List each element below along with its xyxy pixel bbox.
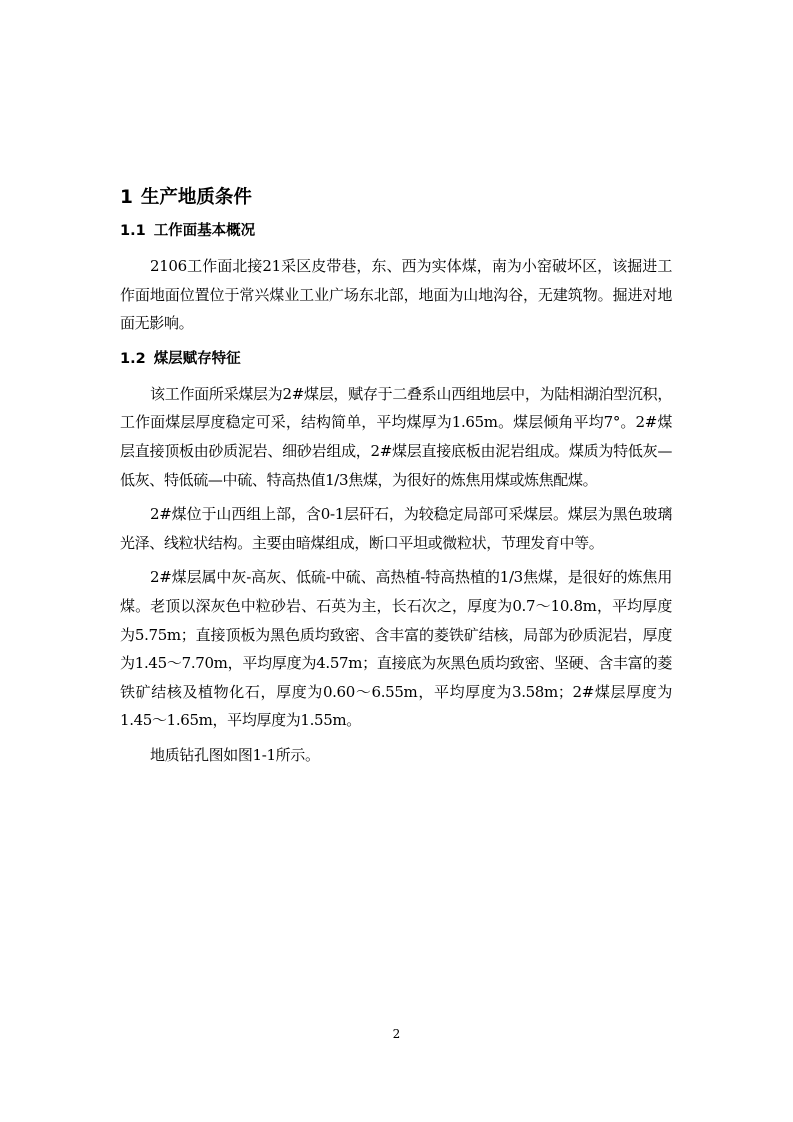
subsection-title: 煤层赋存特征 bbox=[153, 350, 241, 367]
subsection-number: 1.2 bbox=[120, 350, 146, 367]
subsection-heading-1-2 bbox=[120, 344, 672, 374]
paragraph: 2#煤层属中灰-高灰、低硫-中硫、高热植-特高热植的1/3焦煤，是很好的炼焦用煤。老顶以深灰色中粒砂岩、石英为主，长石次之，厚度为0.7～10.8m，平均厚度为5.75m；直接顶板为黑色质均致密、含丰富的菱铁矿结核，局部为砂质泥岩，厚度为1.45～7.70m，平均厚度为4.57m；直接底为灰黑色质均致密、坚硬、含丰富的菱铁矿结核及植物化石，厚度为0.60～6.55m，平均厚度为3.58m；2#煤层厚度为1.45～1.65m，平均厚度为1.55m。 bbox=[120, 568, 672, 730]
page-number: 2 bbox=[392, 1027, 401, 1041]
subsection-title: 工作面基本概况 bbox=[153, 223, 256, 239]
paragraph: 2#煤位于山西组上部，含0-1层矸石，为较稳定局部可采煤层。煤层为黑色玻璃光泽、线粒状结构。主要由暗煤组成，断口平坦或微粒状，节理发育中等。 bbox=[120, 505, 672, 552]
subsection-number: 1.1 bbox=[120, 223, 146, 239]
subsection-heading-1-1 bbox=[120, 216, 672, 246]
section-number: 1 bbox=[120, 187, 133, 208]
paragraph: 2106工作面北接21采区皮带巷，东、西为实体煤，南为小窑破坏区，该掘进工作面地面位置位于常兴煤业工业广场东北部，地面为山地沟谷，无建筑物。掘进对地面无影响。 bbox=[120, 257, 672, 333]
page-content bbox=[120, 180, 672, 770]
paragraph: 地质钻孔图如图1-1所示。 bbox=[150, 745, 320, 764]
section-heading-1 bbox=[120, 180, 672, 216]
paragraph: 该工作面所采煤层为2#煤层，赋存于二叠系山西组地层中，为陆相湖泊型沉积，工作面煤层厚度稳定可采，结构简单，平均煤厚为1.65m。煤层倾角平均7°。2#煤层直接顶板由砂质泥岩、细砂岩组成，2#煤层直接底板由泥岩组成。煤质为特低灰—低灰、特低硫—中硫、特高热值1/3焦煤，为很好的炼焦用煤或炼焦配煤。 bbox=[120, 384, 672, 489]
section-title: 生产地质条件 bbox=[140, 187, 252, 208]
